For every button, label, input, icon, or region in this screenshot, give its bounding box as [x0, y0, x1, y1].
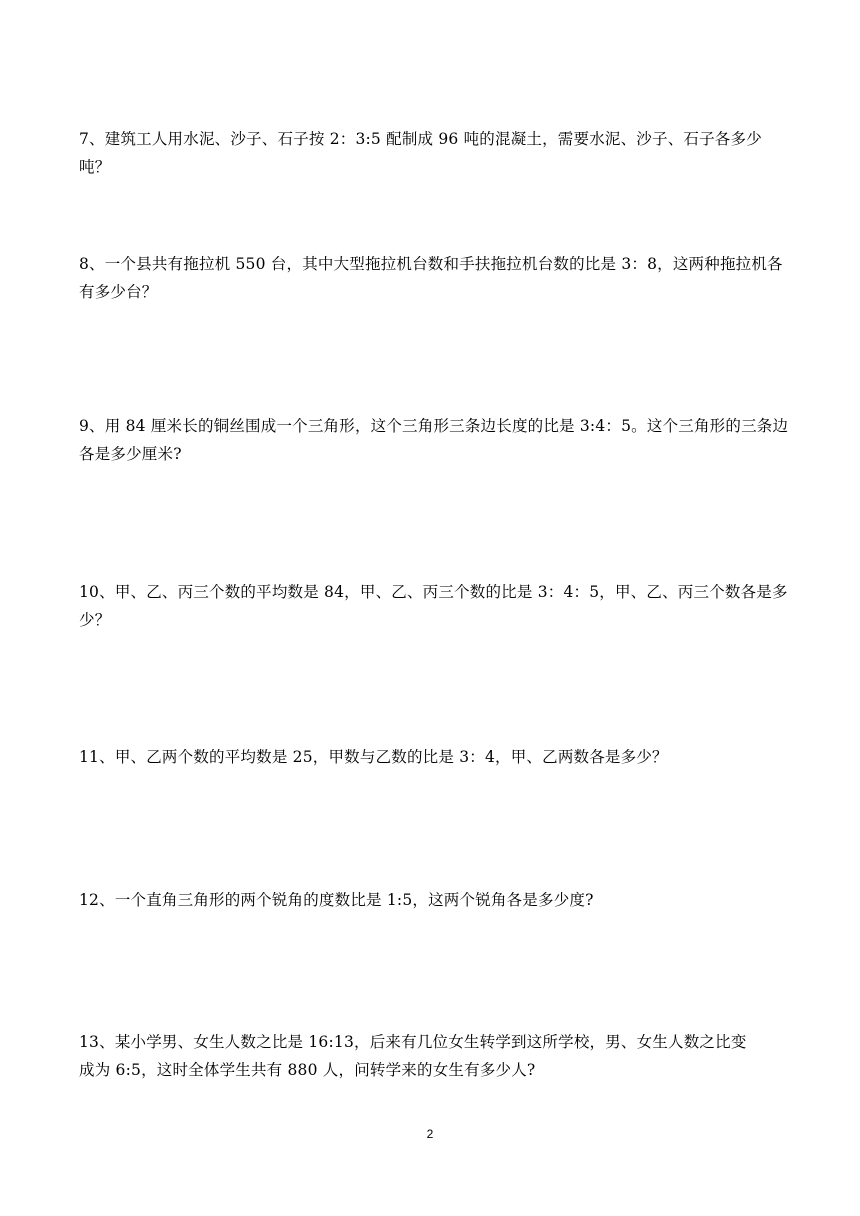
question-11: 11、甲、乙两个数的平均数是 25，甲数与乙数的比是 3：4，甲、乙两数各是多少？	[79, 748, 668, 766]
question-8: 8、一个县共有拖拉机 550 台，其中大型拖拉机台数和手扶拖拉机台数的比是 3：8，这两种拖拉机各有多少台？	[79, 255, 783, 301]
question-10: 10、甲、乙、丙三个数的平均数是 84，甲、乙、丙三个数的比是 3：4：5，甲、乙、丙三个数各是多少？	[79, 583, 788, 629]
page-number: 2	[426, 1127, 434, 1141]
question-7: 7、建筑工人用水泥、沙子、石子按 2：3:5 配制成 96 吨的混凝土，需要水泥、沙子、石子各多少吨？	[79, 130, 762, 176]
question-12: 12、一个直角三角形的两个锐角的度数比是 1:5，这两个锐角各是多少度?	[79, 891, 594, 909]
question-13: 13、某小学男、女生人数之比是 16:13，后来有几位女生转学到这所学校，男、女生人数之比变成为 6:5，这时全体学生共有 880 人，问转学来的女生有多少人?	[79, 1033, 747, 1079]
question-9: 9、用 84 厘米长的铜丝围成一个三角形，这个三角形三条边长度的比是 3:4：5。这个三角形的三条边各是多少厘米?	[79, 417, 789, 463]
